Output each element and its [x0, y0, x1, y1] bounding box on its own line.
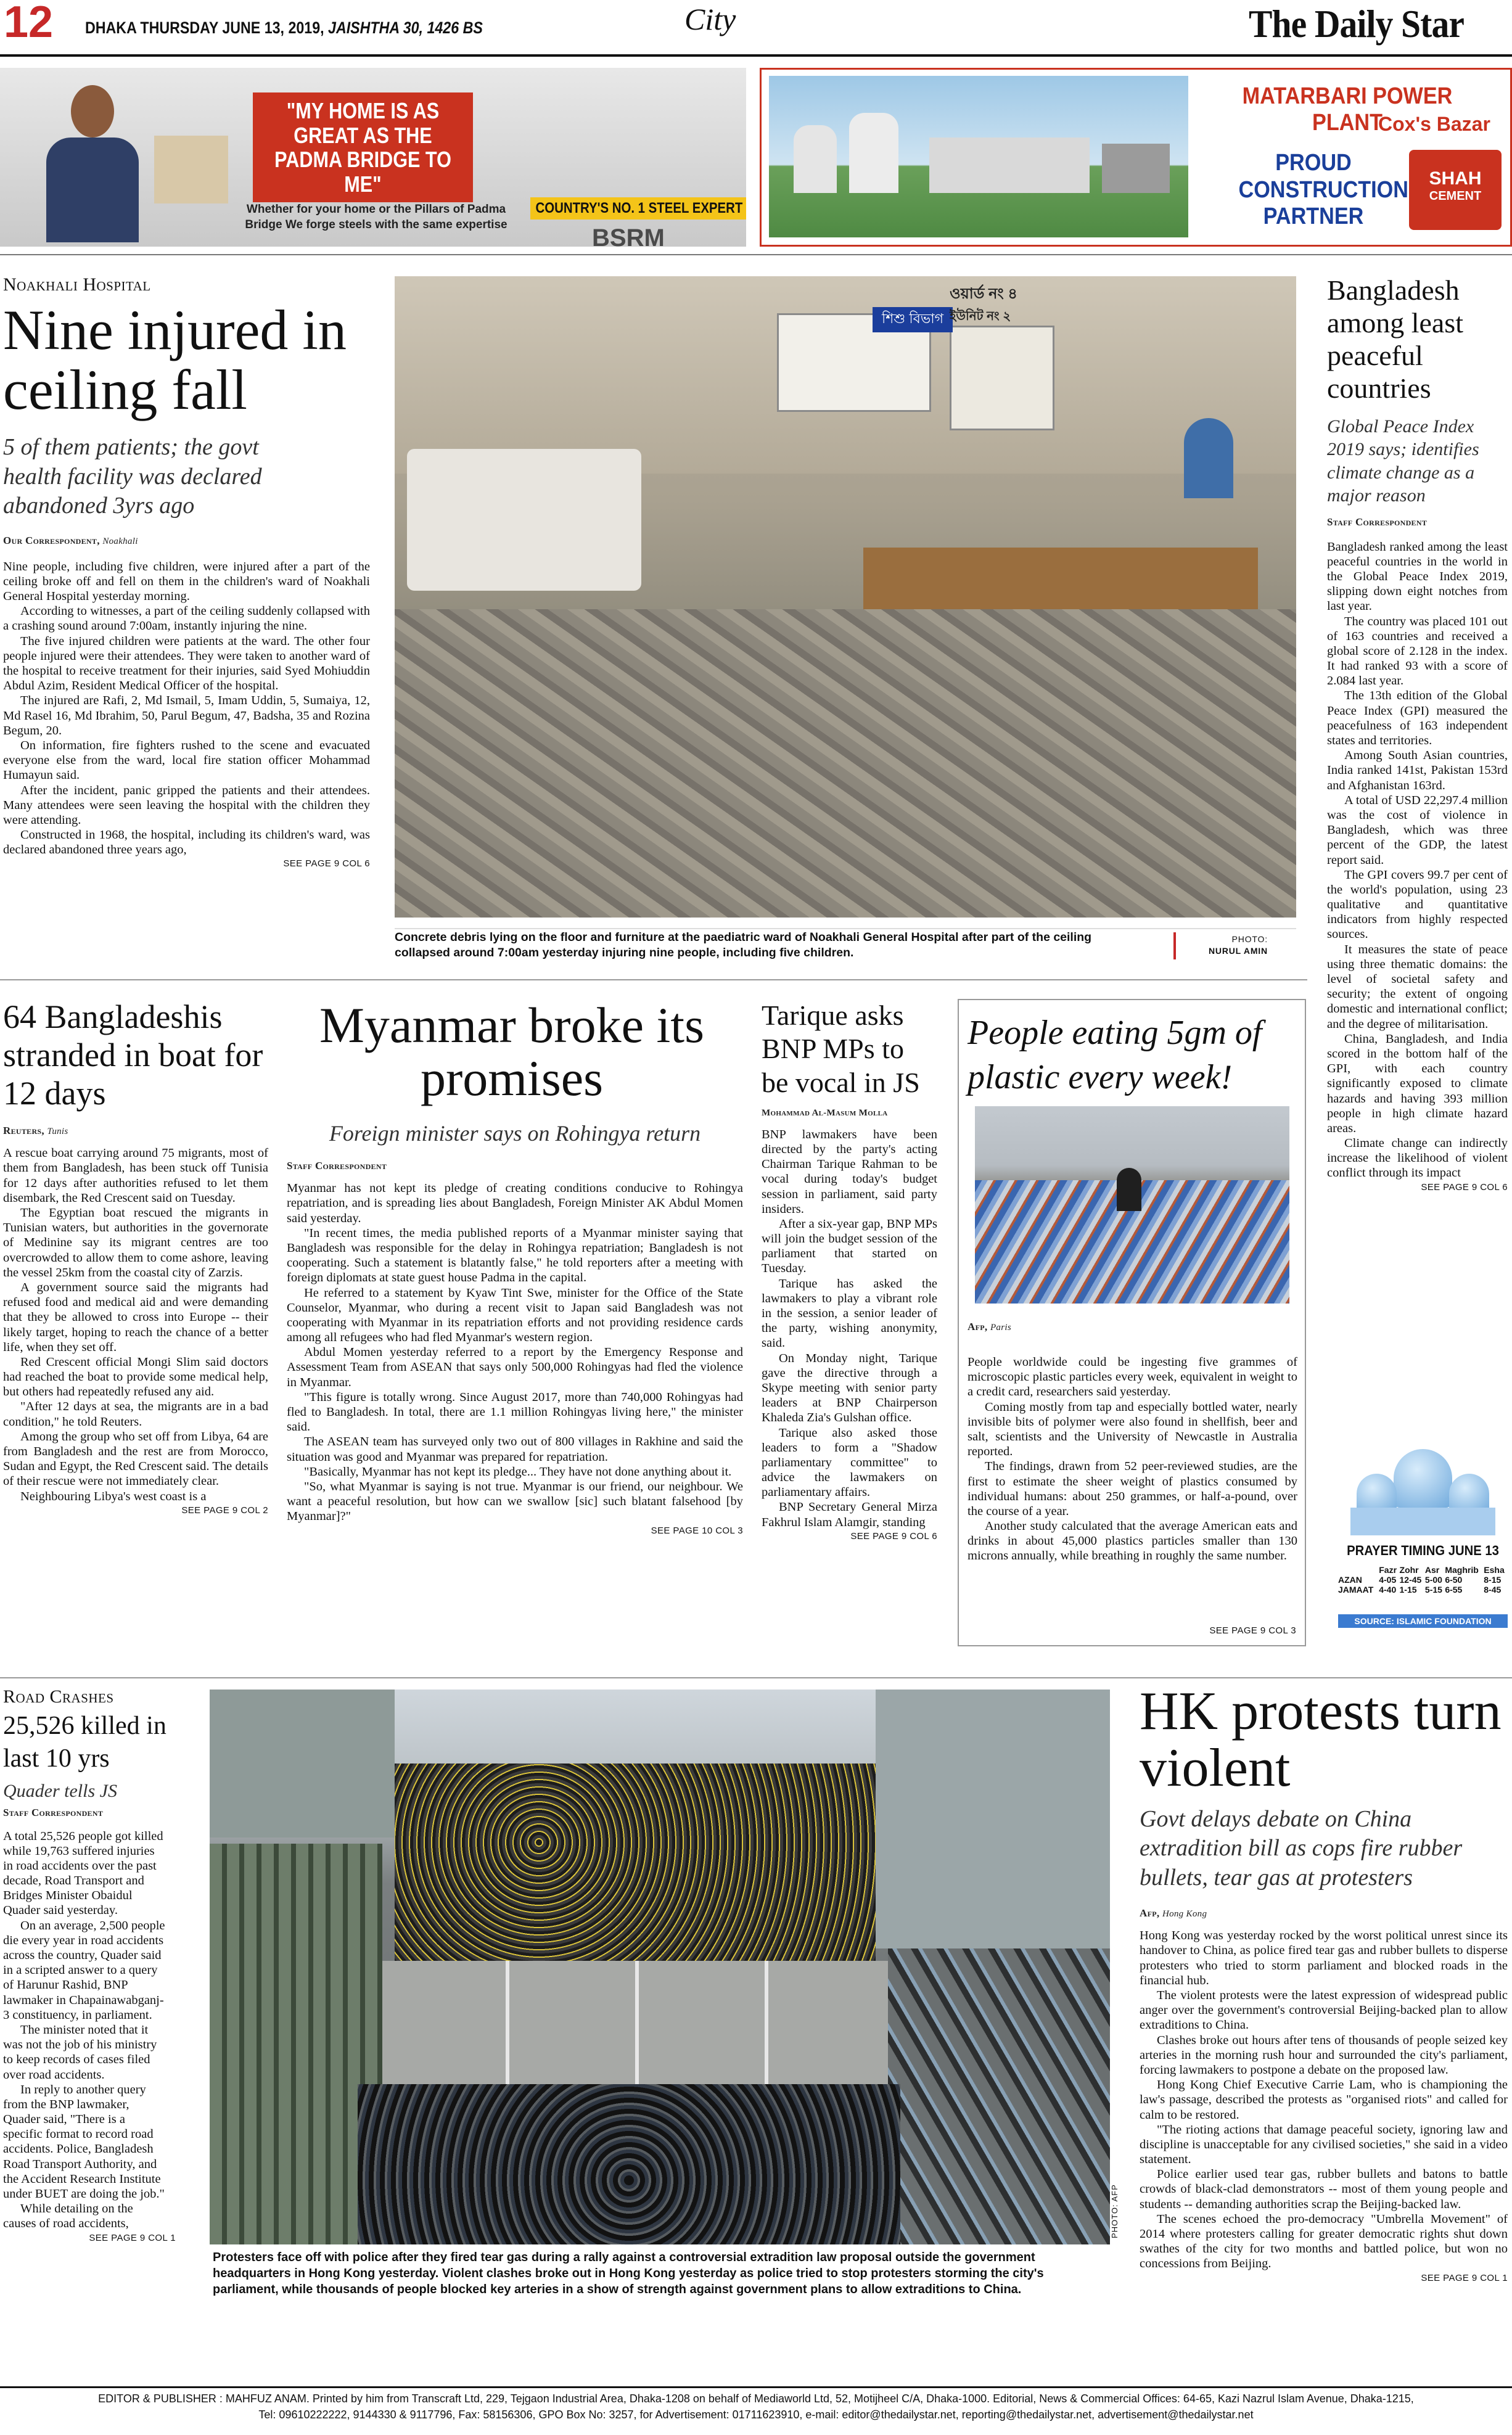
hk-photo: [210, 1690, 1110, 2244]
ad-person: [37, 85, 148, 239]
road-headline: 25,526 killed in last 10 yrs: [3, 1712, 166, 1773]
masthead-rule: [0, 54, 1512, 57]
hk-caption: Protesters face off with police after they fired tear gas during a rally against a controversial extradition law proposal outside the government headquarters in Hong Kong yesterday. Violent clashes broke out in Hong Kong yesterday as police tried to stop protesters storming the city's parliament, while thousands of people blocked key arteries in a show of strength against government plans to allow extraditions to China.: [213, 2251, 1044, 2296]
ad-shah-logo: [1409, 150, 1502, 230]
road-body: A total 25,526 people got killed while 19,763 suffered injuries in road accidents over the past decade, Road Transport and Bridges Minister Obaidul Quader said yesterday. On an average, 2,500 people die every year in road accidents across the country, Quader said in a scripted answer to a query of Harunur Rashid, BNP lawmaker in Chapainawabganj-3 constituency, in parliament. The minister noted that it was not the job of his ministry to keep records of cases filed over road accidents. In reply to another query from the BNP lawmaker, Quader said, "There is a specific format to record road accidents. Police, Bangladesh Road Transport Authority, and the Accident Research Institute under BUET are doing the job." While detailing on the causes of road accidents,: [3, 1829, 165, 2231]
ad-bsrm-footer: Whether for your home or the Pillars of Padma Bridge We forge steels with the same expertise: [245, 203, 507, 231]
hk-story: [1140, 1683, 1508, 2283]
ad-shah-title: MATARBARI POWER PLANT: [1242, 83, 1453, 136]
photo-sign-2: শিশু বিভাগ: [873, 307, 953, 332]
boat-story: [3, 998, 268, 1516]
myanmar-jump[interactable]: SEE PAGE 10 COL 3: [651, 1525, 743, 1536]
ceiling-credit-label: PHOTO:: [1231, 934, 1268, 944]
ad-house: [154, 136, 228, 203]
plastic-jump[interactable]: SEE PAGE 9 COL 3: [1209, 1625, 1296, 1636]
prayer-row-jamaat: JAMAAT 4-40 1-15 5-15 6-55 8-45: [1338, 1585, 1502, 1595]
ad-bsrm[interactable]: [0, 68, 746, 247]
ceiling-jump[interactable]: SEE PAGE 9 COL 6: [283, 858, 370, 869]
ad-rule: [0, 254, 1512, 255]
ad-bsrm-headline: "MY HOME IS AS GREAT AS THE PADMA BRIDGE TO ME": [253, 92, 473, 202]
hk-credit: PHOTO: AFP: [1110, 2184, 1119, 2238]
mosque-icon: [1350, 1437, 1495, 1535]
ceiling-photo: [395, 276, 1296, 918]
peace-headline: Bangladesh among least peaceful countries: [1327, 274, 1463, 404]
tarique-story: [762, 999, 937, 1542]
road-jump[interactable]: SEE PAGE 9 COL 1: [89, 2232, 176, 2243]
ceiling-caption: Concrete debris lying on the floor and furniture at the paediatric ward of Noakhali General Hospital after part of the ceiling collapsed around 7:00am yesterday injuring nine people, including five children.: [395, 930, 1092, 960]
tarique-byline: Mohammad Al-Masum Molla: [762, 1107, 888, 1118]
peace-story: [1327, 274, 1508, 1193]
ceiling-headline: Nine injured in ceiling fall: [3, 298, 347, 421]
boat-jump[interactable]: SEE PAGE 9 COL 2: [181, 1505, 268, 1516]
hk-byline: Afp, Hong Kong: [1140, 1907, 1207, 1920]
hk-jump[interactable]: SEE PAGE 9 COL 1: [1421, 2272, 1508, 2283]
hk-body: Hong Kong was yesterday rocked by the worst political unrest since its handover to China, as police fired tear gas and rubber bullets to disperse protesters who tried to storm parliament and blocked roads in the financial hub. The violent protests were the latest expression of widespread public anger over the government's controversial Beijing-backed plan to allow extraditions to China. Clashes broke out hours after tens of thousands of people seized key arteries in the morning rush hour and surrounded the city's parliament, forcing lawmakers to postpone a debate on the proposed law. Hong Kong Chief Executive Carrie Lam, who is championing the law's passage, described the protests as "organised riots" and called for calm to be restored. "The rioting actions that damage peaceful society, ignoring law and discipline is unacceptable for any civilised societies," she said in a video statement. Police earlier used tear gas, rubber bullets and batons to battle crowds of black-clad demonstrators -- most of them young people and students -- demanding authorities scrap the Beijing-backed law. The scenes echoed the pro-democracy "Umbrella Movement" of 2014 where protesters calling for greater democratic rights shut down swathes of the city for two months and battled police, but won no concessions from Beijing.: [1140, 1929, 1508, 2271]
section-label: City: [684, 2, 736, 36]
ceiling-byline: Our Correspondent, Noakhali: [3, 534, 138, 546]
plastic-photo: [975, 1106, 1289, 1304]
ceiling-credit-name: NURUL AMIN: [1209, 945, 1268, 956]
myanmar-byline: Staff Correspondent: [287, 1160, 387, 1172]
ad-bsrm-brand: BSRM: [592, 224, 665, 247]
footer-rule: [0, 2386, 1512, 2388]
road-story: [3, 1686, 188, 2243]
ad-shah[interactable]: [760, 68, 1512, 247]
ceiling-caption-rule: [395, 928, 1296, 929]
boat-body: A rescue boat carrying around 75 migrants, most of them from Bangladesh, has been stuck off Tunisia for 12 days after authorities refused to let them disembark, the Red Crescent said on Tuesday. The Egyptian boat rescued the migrants in Tunisian waters, but authorities in the governorate of Medinine say its migrant centres are too overcrowded to allow them to come ashore, leaving the vessel 25km from the coastal city of Zarzis. A government source said the migrants had refused food and medical aid and were demanding that they be allowed to cross into Europe -- their likely target, hoping to reach the chance of a better life, when they set off. Red Crescent official Mongi Slim said doctors had reached the boat to provide some medical help, but others had repeatedly refused any aid. "After 12 days at sea, the migrants are in a bad condition," he told Reuters. Among the group who set off from Libya, 64 are from Bangladesh and the rest are from Morocco, Sudan and Egypt, the Red Crescent said. The details of their rescue were not immediately clear. Neighbouring Libya's west coast is a: [3, 1146, 268, 1503]
peace-byline: Staff Correspondent: [1327, 515, 1428, 528]
ad-shah-location: Cox's Bazar: [1378, 113, 1490, 135]
ceiling-story: [3, 274, 370, 869]
ad-bsrm-tag: COUNTRY'S NO. 1 STEEL EXPERT: [530, 197, 746, 220]
ceiling-body: Nine people, including five children, were injured after a part of the ceiling broke off and fell on them in the children's ward of Noakhali General Hospital yesterday morning. According to witnesses, a part of the ceiling suddenly collapsed with a crashing sound around 7:00am, instantly injuring the nine. The five injured children were patients at the ward. The other four people injured were their attendees. They were taken to another ward of the hospital to receive treatment for their injuries, said Syed Mohiuddin Abdul Azim, Resident Medical Officer of the hospital. The injured are Rafi, 2, Md Ismail, 5, Imam Uddin, 5, Sumaiya, 12, Md Rasel 16, Md Ibrahim, 50, Parul Begum, 47, Badsha, 35 and Rozina Begum, 20. On information, fire fighters rushed to the scene and evacuated everyone else from the ward, local fire station officer Mohammad Humayun said. After the incident, panic gripped the patients and their attendees. Many attendees were seen leaving the hospital with the children they were attending. Constructed in 1968, the hospital, including its children's ward, was declared abandoned three years ago,: [3, 559, 370, 857]
peace-jump[interactable]: SEE PAGE 9 COL 6: [1421, 1181, 1508, 1193]
plastic-byline: Afp, Paris: [968, 1321, 1011, 1332]
peace-body: Bangladesh ranked among the least peaceful countries in the world in the Global Peace Index 2019, slipping down eight notches from last year. The country was placed 101 out of 163 countries and received a global score of 2.128 in the index. It had ranked 93 with a score of 2.084 last year. The 13th edition of the Global Peace Index (GPI) measured the peacefulness of 163 independent states and territories. Among South Asian countries, India ranked 141st, Pakistan 153rd and Afghanistan 163rd. A total of USD 22,297.4 million was the cost of violence in Bangladesh, which was three percent of the GDP, the latest report said. The GPI covers 99.7 per cent of the world's population, using 23 qualitative and quantitative indicators from highly respected sources. It measures the state of peace using three thematic domains: the level of societal safety and security; the extent of ongoing domestic and international conflict; and the degree of militarisation. China, Bangladesh, and India scored in the bottom half of the GPI, with each country significantly exposed to climate hazards and having 393 million people in high climate hazard areas. Climate change can indirectly increase the likelihood of violent conflict through its impact: [1327, 540, 1508, 1180]
prayer-source: SOURCE: ISLAMIC FOUNDATION: [1338, 1614, 1508, 1628]
myanmar-subhead: Foreign minister says on Rohingya return: [329, 1121, 701, 1146]
hk-headline: HK protests turn violent: [1140, 1682, 1502, 1799]
myanmar-body: Myanmar has not kept its pledge of creating conditions conducive to Rohingya repatriation, and is spreading lies about Bangladesh, Foreign Minister AK Abdul Momen said yesterday. "In recent times, the media published reports of a Myanmar minister saying that Bangladesh was responsible for the delay in Rohingya repatriation; Bangladesh is not cooperating. Such a statement is blatantly false," he told reporters after a meeting with foreign diplomats at state guest house Padma in the capital. He referred to a statement by Kyaw Tint Swe, minister for the Office of the State Counselor, Myanmar, who during a recent visit to Japan said Bangladesh was not cooperating with Myanmar in its repatriation efforts and not providing residence cards among all refugees who had fled Myanmar's western region. Abdul Momen yesterday referred to a report by the Emergency Response and Assessment Team from ASEAN that says only 500,000 Rohingyas had fled the violence in Myanmar. "This figure is totally wrong. Since August 2017, more than 740,000 Rohingyas had fled to Bangladesh. In total, there are 1.1 million Rohingyas living here," the minister said. The ASEAN team has surveyed only two out of 800 villages in Rakhine and said the situation was good and Myanmar was prepared for repatriation. "Basically, Myanmar has not kept its pledge... They have not done anything about it. "So, what Myanmar is saying is not true. Myanmar is our friend, our neighbour. We want a peaceful resolution, but how can we swallow [sic] such blatant falsehood [by Myanmar]?": [287, 1181, 743, 1524]
ceiling-kicker: Noakhali Hospital: [3, 274, 151, 295]
ad-power-plant: [769, 76, 1188, 237]
prayer-box: [1338, 1437, 1508, 1671]
boat-headline: 64 Bangladeshis stranded in boat for 12 days: [3, 998, 263, 1112]
imprint-line-2: Tel: 09610222222, 9144330 & 9117796, Fax: 58156306, GPO Box No: 3257, for Advertisement: 01711623910, e-mail: editor@thedailystar.net, reporting@thedailystar.net, advertisement@thedailystar.net: [258, 2408, 1254, 2421]
tarique-jump[interactable]: SEE PAGE 9 COL 6: [850, 1530, 937, 1542]
ceiling-subhead: 5 of them patients; the govt health facility was declared abandoned 3yrs ago: [3, 434, 262, 519]
tarique-headline: Tarique asks BNP MPs to be vocal in JS: [762, 1000, 920, 1098]
page-number: 12: [4, 0, 54, 47]
road-byline: Staff Correspondent: [3, 1806, 104, 1818]
divider-2: [0, 1677, 1512, 1678]
ad-shah-brand: SHAH: [1429, 168, 1482, 189]
boat-byline: Reuters, Tunis: [3, 1125, 68, 1137]
dateline: DHAKA THURSDAY JUNE 13, 2019, JAISHTHA 30, 1426 BS: [85, 18, 483, 37]
plastic-headline: People eating 5gm of plastic every week!: [968, 1014, 1262, 1096]
prayer-row-azan: AZAN 4-05 12-45 5-00 6-50 8-15: [1338, 1575, 1502, 1585]
plastic-box: [958, 999, 1306, 1646]
prayer-title: PRAYER TIMING JUNE 13: [1347, 1543, 1499, 1558]
peace-subhead: Global Peace Index 2019 says; identifies climate change as a major reason: [1327, 416, 1479, 506]
tarique-body: BNP lawmakers have been directed by the party's acting Chairman Tarique Rahman to be vocal during today's budget session in parliament, said party insiders. After a six-year gap, BNP MPs will join the budget session of the parliament that started on Tuesday. Tarique has asked the lawmakers to play a vibrant role in the session, a senior leader of the party, wishing anonymity, said. On Monday night, Tarique gave the directive through a Skype meeting with senior party leaders at BNP Chairperson Khaleda Zia's Gulshan office. Tarique also asked those leaders to form a "Shadow parliamentary committee" to advice the lawmakers on parliamentary affairs. BNP Secretary General Mirza Fakhrul Islam Alamgir, standing: [762, 1127, 937, 1529]
hk-subhead: Govt delays debate on China extradition bill as cops fire rubber bullets, tear gas at protesters: [1140, 1805, 1463, 1891]
road-subhead: Quader tells JS: [3, 1781, 117, 1801]
prayer-table: [1338, 1565, 1508, 1595]
road-kicker: Road Crashes: [3, 1686, 114, 1707]
myanmar-story: [287, 999, 743, 1536]
plastic-body: People worldwide could be ingesting five grammes of microscopic plastic particles every week, equivalent in weight to a credit card, researchers said yesterday. Coming mostly from tap and especially bottled water, nearly invisible bits of polymer were also found in shellfish, beer and salt, scientists and the University of Newcastle in Australia reported. The findings, drawn from 52 peer-reviewed studies, are the first to estimate the sheer weight of plastics consumed by individual humans: about 250 grammes, or half-a-pound, over the course of a year. Another study calculated that the average American eats and drinks in about 45,000 plastics particles smaller than 130 microns annually, while breathing in roughly the same number.: [968, 1355, 1297, 1563]
logo: The Daily Star: [1249, 2, 1465, 46]
imprint-line-1: EDITOR & PUBLISHER : MAHFUZ ANAM. Printed by him from Transcraft Ltd, 229, Tejgaon Industrial Area, Dhaka-1208 on behalf of Mediaworld Ltd, 52, Motijheel C/A, Dhaka-1000. Editorial, News & Commercial Offices: 64-65, Kazi Nazrul Islam Avenue, Dhaka-1215,: [98, 2392, 1414, 2405]
photo-sign-3: ইউনিট নং ২: [950, 310, 1011, 323]
ceiling-caption-bar: [1173, 932, 1176, 959]
ad-shah-partner: PROUD CONSTRUCTION PARTNER: [1238, 150, 1408, 230]
myanmar-headline: Myanmar broke its promises: [319, 997, 704, 1107]
photo-sign-1: ওয়ার্ড নং ৪: [950, 285, 1017, 302]
ceiling-credit: [1209, 934, 1268, 957]
divider-1: [0, 979, 1307, 980]
prayer-header-row: Fazr Zohr Asr Maghrib Esha: [1379, 1565, 1505, 1575]
ad-shah-brand-sub: CEMENT: [1429, 189, 1482, 203]
